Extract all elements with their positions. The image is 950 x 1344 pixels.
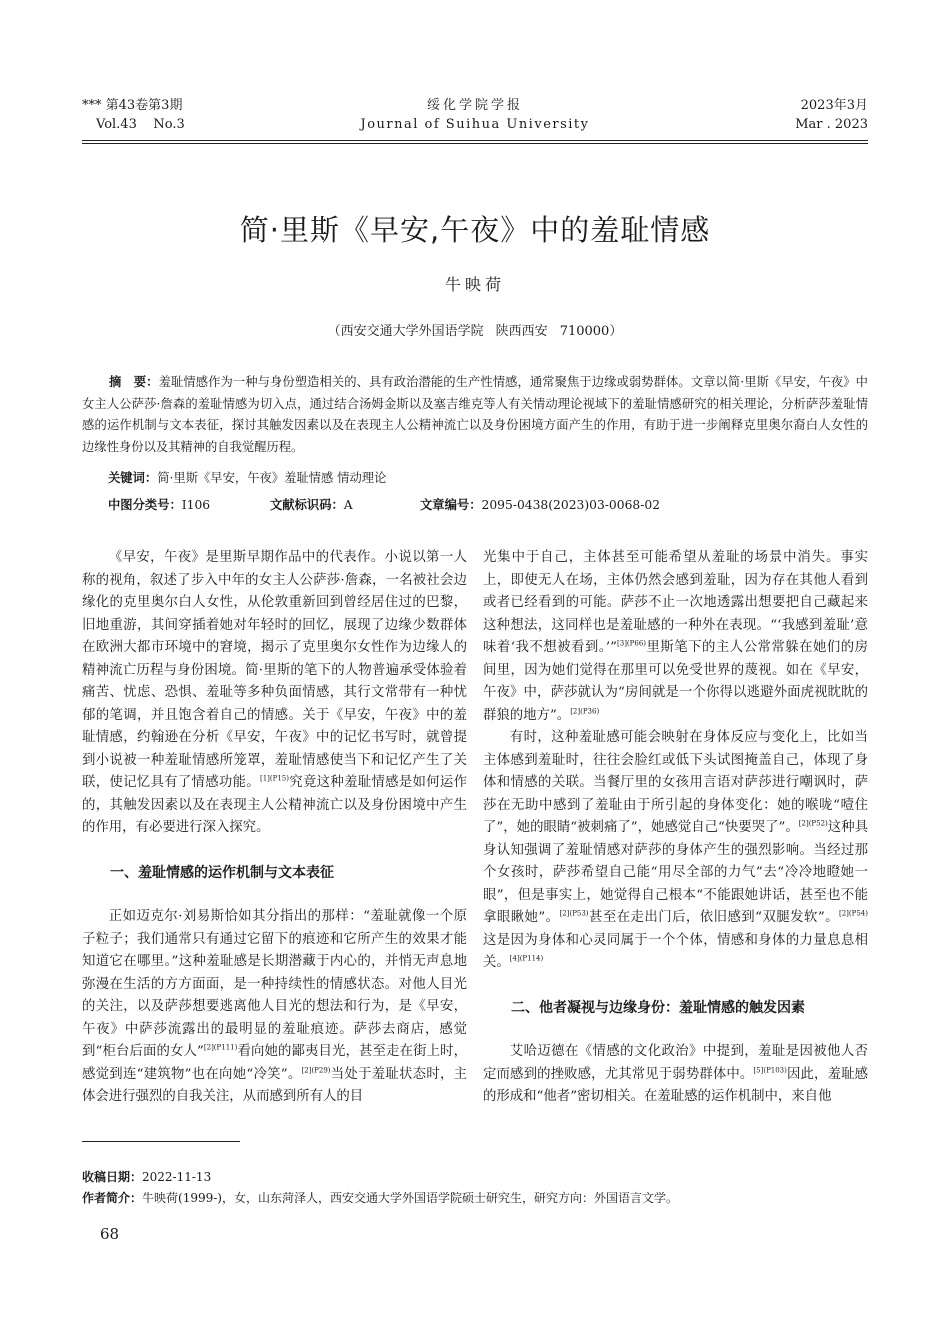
bio-label: 作者简介：: [82, 1191, 143, 1205]
doc-code-label: 文献标识码：: [270, 498, 344, 512]
intro-text: 《早安，午夜》是里斯早期作品中的代表作。小说以第一人称的视角，叙述了步入中年的女主人公萨莎·詹森，一名被社会边缘化的克里奥尔白人女性，从伦敦重新回到曾经居住过的巴黎，旧地重游，其间穿插着她对年轻时的回忆，展现了边缘少数群体在欧洲大都市环境中的窘境，揭示了克里奥尔女性作为边缘人的精神流亡历程与身份困境。简·里斯的笔下的人物普遍承受体验着痛苦、忧虑、恐惧、羞耻等多种负面情感，其行文常带有一种忧郁的笔调，并且饱含着自己的情感。关于《早安，午夜》中的羞耻情感，约翰逊在分析《早安，午夜》中的记忆书写时，就曾提到小说被一种羞耻情感所笼罩，羞耻情感使当下和记忆产生了关联，使记忆具有了情感功能。: [82, 550, 467, 790]
body-column-right: [483, 547, 868, 1109]
received-label: 收稿日期：: [82, 1170, 143, 1184]
received-value: 2022-11-13: [142, 1170, 212, 1184]
journal-name-en: Journal of Suihua University: [360, 117, 590, 132]
right-p2-c: 甚至在走出门后，依旧感到“双腿发软”。: [588, 910, 839, 925]
author-bio: [82, 1189, 868, 1206]
doc-code-group: [270, 495, 353, 513]
s2-text-a: 艾哈迈德在《情感的文化政治》中提到，羞耻是因被他人否定而感到的挫败感，尤其常见于弱势群体中。: [483, 1044, 868, 1082]
affiliation-city: 陕西西安: [495, 324, 548, 339]
right-p2-d: 这是因为身体和心灵同属于一个个体，情感和身体的力量息息相关。: [483, 932, 868, 970]
s1-text-c: 当处于羞耻状态时，主体会进行强烈的自我关注，从而感到所有人的目: [82, 1066, 468, 1104]
date-en: Mar . 2023: [795, 117, 868, 132]
page-number: 68: [100, 1225, 120, 1243]
abstract-label: 摘 要：: [109, 375, 159, 389]
keywords-label: 关键词：: [108, 471, 158, 485]
received-date: [82, 1168, 868, 1185]
section-1-continued: [483, 547, 868, 727]
citation-ref: [2](P36): [570, 707, 600, 716]
volume-en: Vol.43 No.3: [96, 117, 185, 132]
citation-ref: [4](P114): [509, 954, 544, 963]
journal-name-cn: 绥化学院学报: [426, 98, 523, 113]
doc-code-value: A: [343, 498, 353, 512]
affiliation-postcode: 710000）: [559, 324, 623, 339]
clc-label: 中图分类号：: [108, 498, 182, 512]
section-1-paragraph: [82, 906, 467, 1109]
volume-cn-text: 第43卷第3期: [105, 98, 183, 113]
citation-ref: [1](P15): [260, 774, 289, 783]
citation-ref: [5](P103): [753, 1066, 787, 1075]
body-column-left: [82, 547, 467, 1109]
affiliation: [82, 320, 868, 339]
right-p2-a: 有时，这种羞耻感可能会映射在身体反应与变化上，比如当主体感到羞耻时，往往会脸红或低下头试图掩盖自己，体现了身体和情感的关联。当餐厅里的女孩用言语对萨莎进行嘲讽时，萨莎在无助中感到了羞耻由于所引起的身体变化：她的喉咙“噎住了”，她的眼睛“被刺痛了”，她感觉自己“快要哭了”。: [483, 730, 868, 835]
abstract-text: 羞耻情感作为一种与身份塑造相关的、具有政治潜能的生产性情感，通常聚焦于边缘或弱势群体。文章以简·里斯《早安，午夜》中女主人公萨莎·詹森的羞耻情感为切入点，通过结合汤姆金斯以及塞吉维克等人有关情动理论视域下的羞耻情感研究的相关理论，分析萨莎羞耻情感的运作机制与文本表征，探讨其触发因素以及在表现主人公精神流亡以及身份困境方面产生的作用，有助于进一步阐释克里奥尔裔白人女性的边缘性身份以及其精神的自我觉醒历程。: [82, 375, 868, 454]
article-title: 简·里斯《早安,午夜》中的羞耻情感: [239, 213, 711, 247]
footnote-rule: [82, 1141, 240, 1142]
citation-ref: [2](P52): [798, 819, 828, 828]
article-id-group: [420, 495, 660, 513]
right-text-b: 里斯笔下的主人公常常躲在她们的房间里，因为她们觉得在那里可以免受世界的蔑视。如在《早安，午夜》中，萨莎就认为“房间就是一个你得以逃避外面虎视眈眈的群狼的地方”。: [483, 640, 868, 723]
section-1-heading: 一、羞耻情感的运作机制与文本表征: [110, 864, 334, 881]
clc-value: I106: [181, 498, 211, 512]
clc-group: [108, 495, 210, 513]
running-header-top: [82, 94, 868, 112]
s2-text-b: 因此，羞耻感的形成和“他者”密切相关。在羞耻感的运作机制中，来自他: [483, 1066, 869, 1104]
section-2-heading: 二、他者凝视与边缘身份：羞耻情感的触发因素: [511, 999, 805, 1016]
s1-text-a: 正如迈克尔·刘易斯恰如其分指出的那样：“羞耻就像一个原子粒子；我们通常只有通过它留下的痕迹和它所产生的效果才能知道它在哪里。”这种羞耻感是长期潜藏于内心的，并悄无声息地弥漫在生活的方方面面，是一种持续性的情感状态。对他人目光的关注，以及萨莎想要逃离他人目光的想法和行为，是《早安，午夜》中萨莎流露出的最明显的羞耻痕迹。萨莎去商店，感觉到“柜台后面的女人”: [82, 909, 467, 1059]
citation-ref: [2](P53): [559, 909, 589, 918]
date-cn: 2023年3月: [800, 98, 868, 113]
right-text-a: 光集中于自己，主体甚至可能希望从羞耻的场景中消失。事实上，即使无人在场，主体仍然会感到羞耻，因为存在其他人看到或者已经看到的可能。萨莎不止一次地透露出想要把自己藏起来这种想法，这同样也是羞耻感的一种外在表现。“‘我感到羞耻’意味着‘我不想被看到。’”: [483, 550, 868, 655]
citation-ref: [2](P54): [839, 909, 868, 918]
section-2-paragraph: [483, 1041, 868, 1109]
header-rule-thick: [82, 140, 868, 141]
running-header-bottom: [82, 117, 868, 135]
citation-ref: [3](P66): [617, 639, 647, 648]
rank-marks: ***: [82, 98, 102, 113]
keywords-text: 简·里斯《早安，午夜》羞耻情感 情动理论: [157, 471, 387, 485]
author-name: 牛映荷: [444, 275, 505, 294]
section-1-paragraph-2: [483, 727, 868, 975]
citation-ref: [2](P111): [203, 1043, 238, 1052]
citation-ref: [2](P29): [301, 1066, 331, 1075]
right-p2-b: 这种具身认知强调了羞耻情感对萨莎的身体产生的强烈影响。当经过那个女孩时，萨莎希望自己能“用尽全部的力气”去“冷冷地瞪她一眼”，但是事实上，她觉得自己根本“不能跟她讲话，甚至也不能拿眼瞅她”。: [483, 820, 868, 925]
article-id-label: 文章编号：: [420, 498, 482, 512]
s1-text-b: 看向她的鄙夷目光，甚至走在街上时，感觉到连“建筑物”也在向她“冷笑”。: [82, 1044, 467, 1082]
bio-value: 牛映荷(1999-)，女，山东菏泽人，西安交通大学外国语学院硕士研究生，研究方向：外国语言文学。: [142, 1191, 678, 1205]
header-rule-thin: [82, 143, 868, 144]
intro-text-tail: 究竟这种羞耻情感是如何运作的，其触发因素以及在表现主人公精神流亡以及身份困境中产生的作用，有必要进行深入探究。: [82, 775, 467, 835]
keywords: [108, 468, 386, 486]
affiliation-institution: （西安交通大学外国语学院: [327, 324, 484, 339]
article-id-value: 2095-0438(2023)03-0068-02: [481, 498, 661, 512]
intro-paragraph: [82, 547, 467, 840]
abstract: [82, 372, 868, 458]
